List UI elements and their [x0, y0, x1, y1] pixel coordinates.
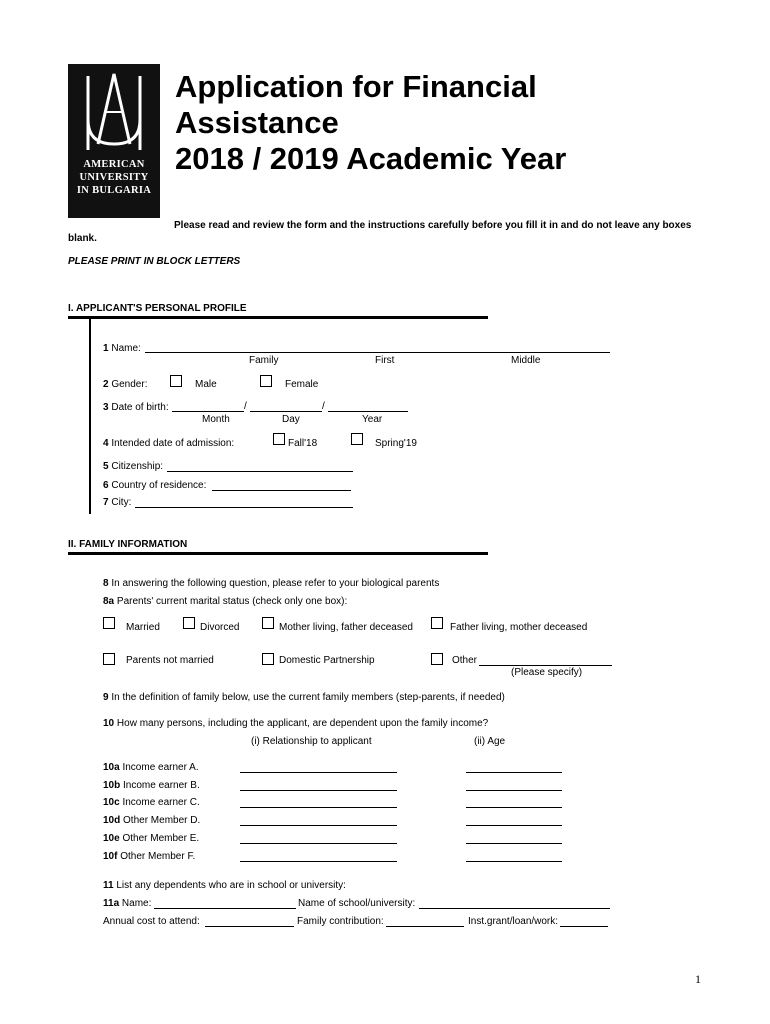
school-name-field[interactable] — [419, 908, 610, 909]
member-relationship-field[interactable] — [240, 790, 397, 791]
section-1-heading: I. APPLICANT'S PERSONAL PROFILE — [68, 303, 247, 314]
residence-label: 6 Country of residence: — [103, 480, 207, 491]
logo-line-1: AMERICAN — [83, 159, 145, 170]
member-row-label: 10a Income earner A. — [103, 762, 199, 773]
member-age-field[interactable] — [466, 807, 562, 808]
spring-checkbox[interactable] — [351, 433, 363, 445]
citizenship-label: 5 Citizenship: — [103, 461, 164, 472]
mother-living-checkbox[interactable] — [262, 617, 274, 629]
city-label: 7 City: — [103, 497, 132, 508]
title-line-2: Assistance — [175, 105, 339, 140]
member-age-field[interactable] — [466, 843, 562, 844]
member-age-field[interactable] — [466, 861, 562, 862]
dependent-name-field[interactable] — [154, 908, 296, 909]
logo-line-2: UNIVERSITY — [79, 172, 149, 183]
fall-checkbox[interactable] — [273, 433, 285, 445]
city-field[interactable] — [135, 507, 353, 508]
other-checkbox[interactable] — [431, 653, 443, 665]
section-1-margin-rule — [89, 318, 91, 514]
inst-grant-field[interactable] — [560, 926, 608, 927]
father-living-checkbox[interactable] — [431, 617, 443, 629]
name-label: 1 Name: — [103, 343, 141, 354]
mother-living-label: Mother living, father deceased — [279, 622, 413, 633]
dob-day-caption: Day — [282, 414, 300, 425]
member-age-field[interactable] — [466, 790, 562, 791]
other-label: Other — [452, 655, 478, 666]
domestic-label: Domestic Partnership — [279, 655, 375, 666]
father-living-label: Father living, mother deceased — [450, 622, 588, 633]
member-row-label: 10e Other Member E. — [103, 833, 200, 844]
gender-label: 2 Gender: — [103, 379, 148, 390]
member-relationship-field[interactable] — [240, 807, 397, 808]
q9-text: 9 In the definition of family below, use the current family members (step-parents, if needed) — [103, 692, 505, 703]
inst-grant-label: Inst.grant/loan/work: — [468, 916, 559, 927]
section-2-heading: II. FAMILY INFORMATION — [68, 539, 188, 550]
annual-cost-field[interactable] — [205, 926, 294, 927]
q8-text: 8 In answering the following question, please refer to your biological parents — [103, 578, 440, 589]
dob-label: 3 Date of birth: — [103, 402, 169, 413]
age-column-header: (ii) Age — [474, 736, 506, 747]
instructions-text-cont: blank. — [68, 233, 97, 244]
please-specify-caption: (Please specify) — [511, 667, 583, 678]
instructions-text: Please read and review the form and the instructions carefully before you fill it in and do not leave any boxes — [174, 220, 692, 231]
member-row-label: 10f Other Member F. — [103, 851, 196, 862]
title-line-3: 2018 / 2019 Academic Year — [175, 141, 567, 176]
name-family-caption: Family — [249, 355, 279, 366]
dob-day-field[interactable] — [250, 411, 322, 412]
dob-month-caption: Month — [202, 414, 230, 425]
domestic-checkbox[interactable] — [262, 653, 274, 665]
fall-label: Fall'18 — [288, 438, 318, 449]
university-logo — [68, 64, 160, 218]
member-age-field[interactable] — [466, 825, 562, 826]
section-1-rule — [68, 316, 488, 319]
dob-slash-1: / — [244, 401, 247, 412]
female-checkbox[interactable] — [260, 375, 272, 387]
page-number: 1 — [695, 972, 701, 986]
married-label: Married — [126, 622, 160, 633]
member-relationship-field[interactable] — [240, 843, 397, 844]
spring-label: Spring'19 — [375, 438, 417, 449]
married-checkbox[interactable] — [103, 617, 115, 629]
divorced-label: Divorced — [200, 622, 240, 633]
q11a-name-label: 11a Name: — [103, 898, 152, 909]
name-field[interactable] — [145, 352, 610, 353]
dob-year-caption: Year — [362, 414, 383, 425]
member-age-field[interactable] — [466, 772, 562, 773]
member-relationship-field[interactable] — [240, 861, 397, 862]
print-note: PLEASE PRINT IN BLOCK LETTERS — [68, 256, 241, 267]
residence-field[interactable] — [212, 490, 351, 491]
logo-line-3: IN BULGARIA — [76, 185, 152, 196]
family-contribution-label: Family contribution: — [297, 916, 384, 927]
admission-label: 4 Intended date of admission: — [103, 438, 235, 449]
member-row-label: 10b Income earner B. — [103, 780, 200, 791]
page-title — [175, 69, 566, 177]
title-line-1: Application for Financial — [175, 69, 537, 104]
not-married-checkbox[interactable] — [103, 653, 115, 665]
q10-text: 10 How many persons, including the applicant, are dependent upon the family income? — [103, 718, 489, 729]
citizenship-field[interactable] — [167, 471, 353, 472]
member-relationship-field[interactable] — [240, 825, 397, 826]
male-label: Male — [195, 379, 217, 390]
name-first-caption: First — [375, 355, 395, 366]
school-name-label: Name of school/university: — [298, 898, 416, 909]
member-relationship-field[interactable] — [240, 772, 397, 773]
dob-month-field[interactable] — [172, 411, 244, 412]
divorced-checkbox[interactable] — [183, 617, 195, 629]
q11-text: 11 List any dependents who are in school or university: — [103, 880, 346, 891]
section-2-rule — [68, 552, 488, 555]
dob-slash-2: / — [322, 401, 325, 412]
annual-cost-label: Annual cost to attend: — [103, 916, 200, 927]
relationship-column-header: (i) Relationship to applicant — [251, 736, 372, 747]
q8a-text: 8a Parents' current marital status (check only one box): — [103, 596, 348, 607]
name-middle-caption: Middle — [511, 355, 541, 366]
member-row-label: 10c Income earner C. — [103, 797, 200, 808]
not-married-label: Parents not married — [126, 655, 214, 666]
female-label: Female — [285, 379, 319, 390]
au-monogram-icon — [68, 64, 160, 158]
family-contribution-field[interactable] — [386, 926, 464, 927]
member-row-label: 10d Other Member D. — [103, 815, 201, 826]
other-specify-field[interactable] — [479, 665, 612, 666]
dob-year-field[interactable] — [328, 411, 408, 412]
male-checkbox[interactable] — [170, 375, 182, 387]
